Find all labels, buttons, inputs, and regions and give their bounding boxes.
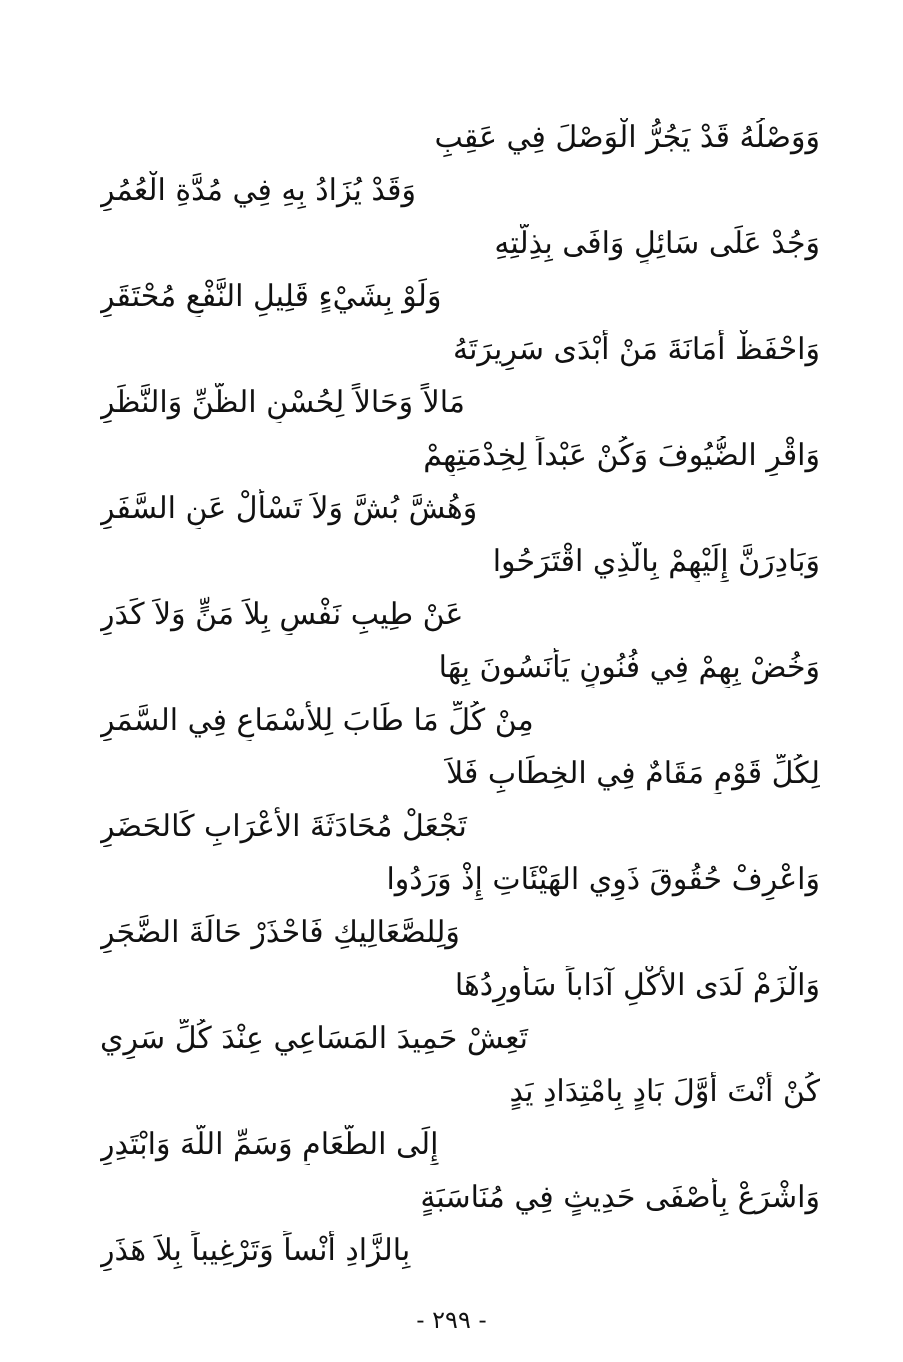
page-number: - ٢٩٩ -	[416, 1306, 487, 1334]
verse-line: وَخُضْ بِهِمْ فِي فُنُونٍ يَأْنَسُونَ بِهَا	[438, 650, 820, 685]
verse-line: وَلِلصَّعَالِيكِ فَاحْذَرْ حَالَةَ الضَّجَرِ	[100, 915, 460, 950]
verse-line: وَبَادِرَنَّ إِلَيْهِمْ بِالَّذِي اقْتَرَحُوا	[492, 544, 820, 579]
verse-line: وَلَوْ بِشَيْءٍ قَلِيلِ النَّفْعِ مُحْتَقَرِ	[100, 279, 442, 314]
verse-line: مَالاً وَحَالاً لِحُسْنِ الظَّنِّ وَالنَّظَرِ	[100, 385, 465, 420]
verse-line: لِكُلِّ قَوْمٍ مَقَامٌ فِي الخِطَابِ فَلاَ	[446, 756, 820, 791]
verse-line: عَنْ طِيبِ نَفْسٍ بِلاَ مَنٍّ وَلاَ كَدَرِ	[100, 597, 464, 632]
verse-line: وَوَصْلُهُ قَدْ يَجُرُّ الْوَصْلَ فِي عَقِبِ	[434, 120, 820, 155]
verse-line: إِلَى الطَّعَامِ وَسَمِّ اللَّهَ وَابْتَدِرِ	[100, 1127, 439, 1162]
verse-line: بِالزَّادِ أُنْساً وَتَرْغِيباً بِلاَ هَذَرِ	[100, 1233, 411, 1268]
verse-line: تَعِشْ حَمِيدَ المَسَاعِي عِنْدَ كُلِّ سَرِي	[100, 1021, 528, 1056]
verse-line: وَهُشَّ بُشَّ وَلاَ تَسْأَلْ عَنِ السَّفَرِ	[100, 491, 478, 526]
verse-line: تَجْعَلْ مُحَادَثَةَ الأَعْرَابِ كَالحَضَرِ	[100, 809, 467, 844]
verse-line: وَاعْرِفْ حُقُوقَ ذَوِي الهَيْئَاتِ إِذْ وَرَدُوا	[386, 862, 820, 897]
verse-line: كُنْ أَنْتَ أَوَّلَ بَادٍ بِامْتِدَادِ يَدٍ	[509, 1074, 820, 1109]
verse-line: وَقَدْ يُزَادُ بِهِ فِي مُدَّةِ الْعُمُرِ	[100, 173, 417, 208]
verse-line: وَاقْرِ الضُّيُوفَ وَكُنْ عَبْداً لِخِدْمَتِهِمْ	[423, 438, 820, 473]
verse-line: مِنْ كُلِّ مَا طَابَ لِلأَسْمَاعِ فِي السَّمَرِ	[100, 703, 534, 738]
verse-line: وَالْزَمْ لَدَى الأَكْلِ آدَاباً سَأُورِدُهَا	[454, 968, 820, 1003]
verse-line: وَاحْفَظْ أَمَانَةَ مَنْ أَبْدَى سَرِيرَتَهُ	[453, 332, 820, 367]
verse-line: وَجُدْ عَلَى سَائِلٍ وَافَى بِذِلَّتِهِ	[494, 226, 820, 261]
verse-line: وَاشْرَعْ بِأَصْفَى حَدِيثٍ فِي مُنَاسَبَةٍ	[420, 1180, 820, 1215]
